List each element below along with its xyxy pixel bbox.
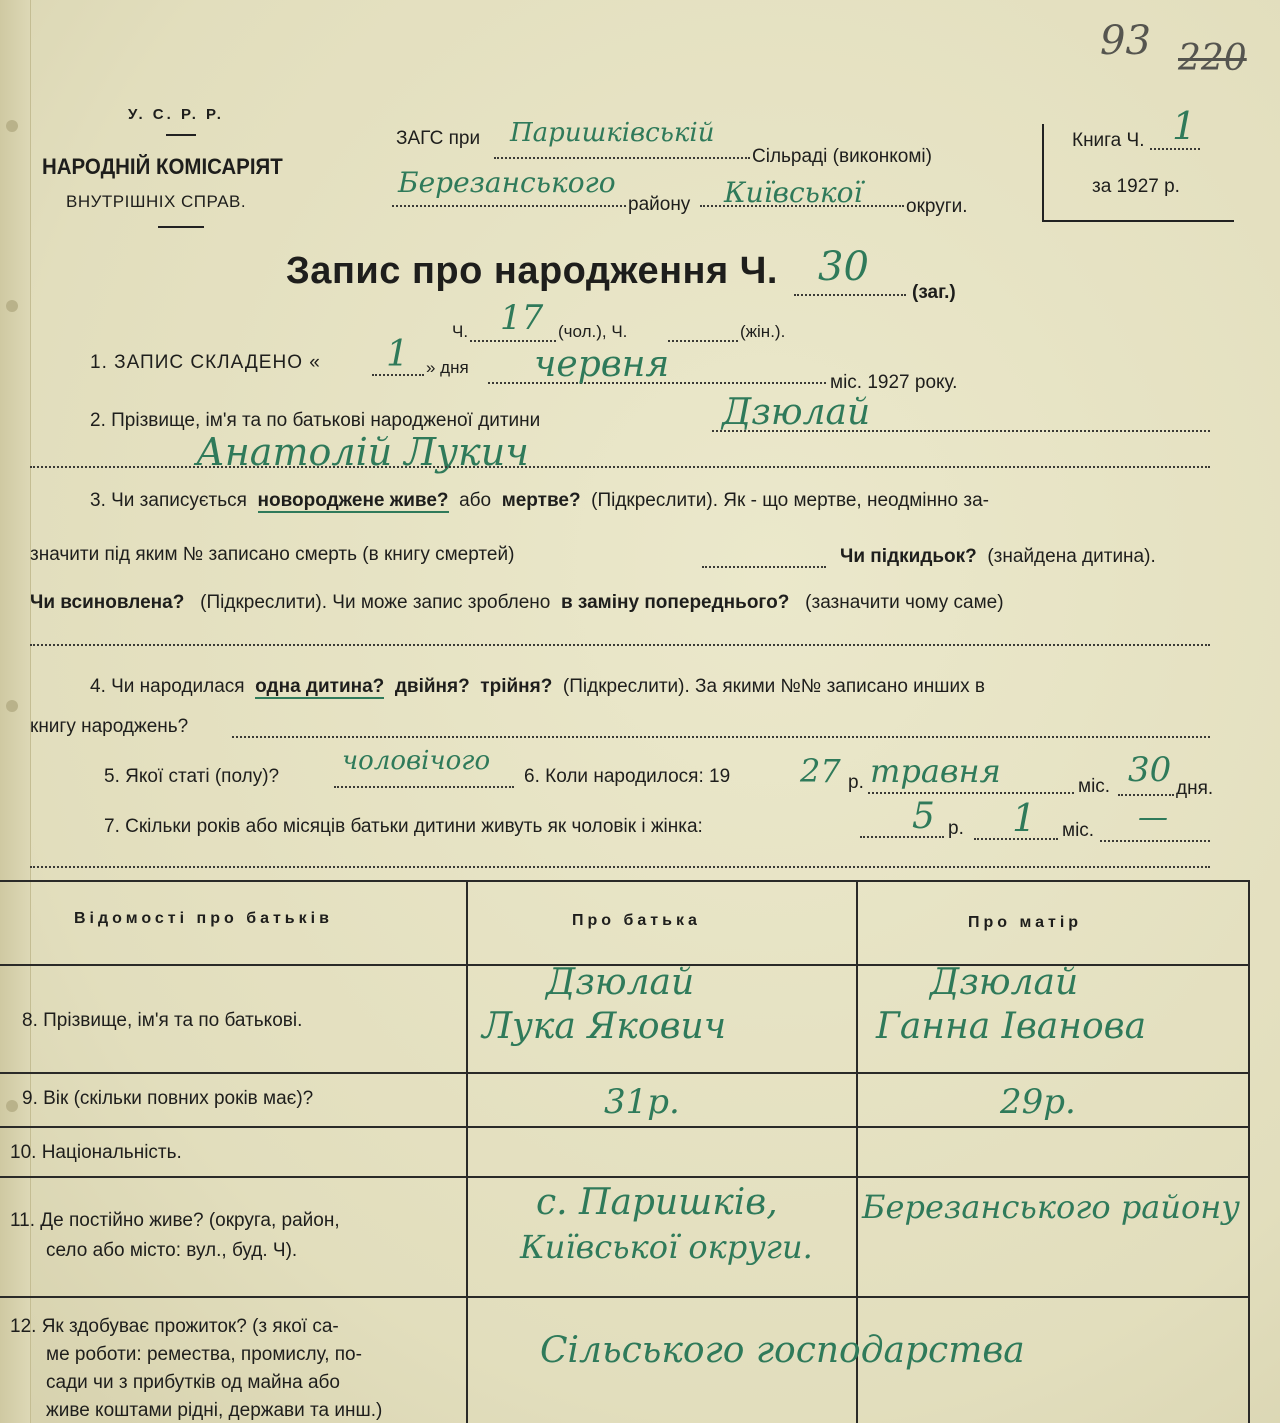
row12-label-4: живе коштами рідні, держави та инш.) bbox=[46, 1400, 383, 1421]
row12-label-1: 12. Як здобуває прожиток? (з якої са- bbox=[10, 1316, 339, 1337]
page-number: 93 bbox=[1100, 18, 1151, 64]
item1-day: 1 bbox=[386, 334, 409, 375]
birth-day-suffix: дня. bbox=[1176, 778, 1214, 799]
col-header-father: Про батька bbox=[572, 912, 701, 929]
item1-suffix: міс. 1927 року. bbox=[830, 372, 958, 393]
col-header-info: Відомості про батьків bbox=[74, 910, 333, 927]
birth-year: 27 bbox=[800, 752, 841, 790]
newborn-alive: новороджене живе? bbox=[257, 490, 449, 511]
father-name: Лука Якович bbox=[482, 1006, 727, 1047]
item4-line1: 4. Чи народилася одна дитина? двійня? трійня? (Підкреслити). За якими №№ записано инших в bbox=[90, 676, 985, 697]
father-surname: Дзюлай bbox=[546, 962, 695, 1003]
mother-surname: Дзюлай bbox=[930, 962, 1079, 1003]
item2-label: 2. Прізвище, ім'я та по батькові народженої дитини bbox=[90, 410, 541, 431]
marriage-years: 5 bbox=[912, 796, 935, 837]
item3-line1: 3. Чи записується новороджене живе? або мертве? (Підкреслити). Як - що мертве, неодмінно за- bbox=[90, 490, 989, 511]
row9-label: 9. Вік (скільки повних років має)? bbox=[22, 1088, 314, 1109]
item1-day-close: » дня bbox=[426, 358, 469, 377]
zags-okruha: Київської bbox=[724, 176, 863, 209]
item3-line3: Чи всиновлена? (Підкреслити). Чи може запис зроблено в заміну попереднього? (зазначити чому саме) bbox=[30, 592, 1004, 613]
male-number: 17 bbox=[500, 298, 544, 338]
marriage-years-suffix: р. bbox=[948, 818, 964, 839]
item7-label: 7. Скільки років або місяців батьки дитини живуть як чоловік і жінка: bbox=[104, 816, 703, 837]
item4-line2: книгу народжень? bbox=[30, 716, 189, 737]
book-label: Книга Ч. bbox=[1072, 130, 1145, 151]
father-age: 31р. bbox=[604, 1082, 680, 1122]
row11-label-1: 11. Де постійно живе? (округа, район, bbox=[10, 1210, 340, 1231]
marriage-months: 1 bbox=[1012, 796, 1037, 840]
state-abbrev: У. С. Р. Р. bbox=[128, 106, 224, 123]
item1-month: червня bbox=[534, 344, 670, 385]
ministry-line2: ВНУТРІШНІХ СПРАВ. bbox=[66, 192, 247, 211]
zags-district-label: району bbox=[628, 194, 691, 215]
marriage-months-suffix: міс. bbox=[1062, 820, 1095, 841]
row12-label-2: ме роботи: ремества, промислу, по- bbox=[46, 1344, 362, 1365]
item3-line2: значити під яким № записано смерть (в книгу смертей) bbox=[30, 544, 515, 565]
ministry-line1: НАРОДНІЙ КОМІСАРІЯТ bbox=[42, 154, 283, 179]
zags-prefix: ЗАГС при bbox=[396, 128, 481, 149]
mother-age: 29р. bbox=[1000, 1082, 1076, 1122]
marriage-dash: — bbox=[1138, 800, 1168, 835]
zags-village: Паришківській bbox=[510, 118, 715, 148]
item5-label: 5. Якої статі (полу)? bbox=[104, 766, 280, 787]
zags-council-label: Сільраді (виконкомі) bbox=[752, 146, 932, 167]
child-sex: чоловічого bbox=[342, 746, 491, 776]
item3-line2b: Чи підкидьок? (знайдена дитина). bbox=[840, 546, 1156, 567]
father-residence-1: с. Паришків, bbox=[536, 1182, 778, 1223]
general-label: (заг.) bbox=[912, 282, 956, 303]
book-number: 1 bbox=[1172, 104, 1197, 148]
child-names: Анатолій Лукич bbox=[196, 430, 529, 474]
mother-residence: Березанського району bbox=[862, 1188, 1240, 1226]
single-child: одна дитина? bbox=[255, 676, 385, 697]
row11-label-2: село або місто: вул., буд. Ч). bbox=[46, 1240, 298, 1261]
row12-label-3: сади чи з прибутків од майна або bbox=[46, 1372, 340, 1393]
item1-label: 1. ЗАПИС СКЛАДЕНО « bbox=[90, 352, 321, 373]
child-surname: Дзюлай bbox=[722, 392, 871, 433]
female-label: (жін.). bbox=[740, 322, 786, 341]
book-year: за 1927 р. bbox=[1092, 176, 1180, 197]
zags-district: Березанського bbox=[398, 166, 616, 199]
record-number: 30 bbox=[818, 244, 869, 290]
birth-month-suffix: міс. bbox=[1078, 776, 1111, 797]
zags-okruha-label: округи. bbox=[906, 196, 968, 217]
page-number-alt: 220 bbox=[1178, 38, 1247, 79]
birth-year-suffix: р. bbox=[848, 772, 864, 793]
birth-day: 30 bbox=[1128, 750, 1172, 790]
row8-label: 8. Прізвище, ім'я та по батькові. bbox=[22, 1010, 303, 1031]
item6-label: 6. Коли народилося: 19 bbox=[524, 766, 731, 787]
father-residence-2: Київської округи. bbox=[520, 1228, 813, 1266]
col-header-mother: Про матір bbox=[968, 914, 1083, 931]
occupation: Сільського господарства bbox=[540, 1330, 1025, 1371]
male-prefix: Ч. bbox=[452, 322, 469, 341]
row10-label: 10. Національність. bbox=[10, 1142, 182, 1163]
male-label: (чол.), Ч. bbox=[558, 322, 628, 341]
page-title: Запис про народження Ч. bbox=[286, 250, 778, 292]
birth-month: травня bbox=[870, 752, 1001, 790]
mother-name: Ганна Іванова bbox=[876, 1006, 1147, 1047]
